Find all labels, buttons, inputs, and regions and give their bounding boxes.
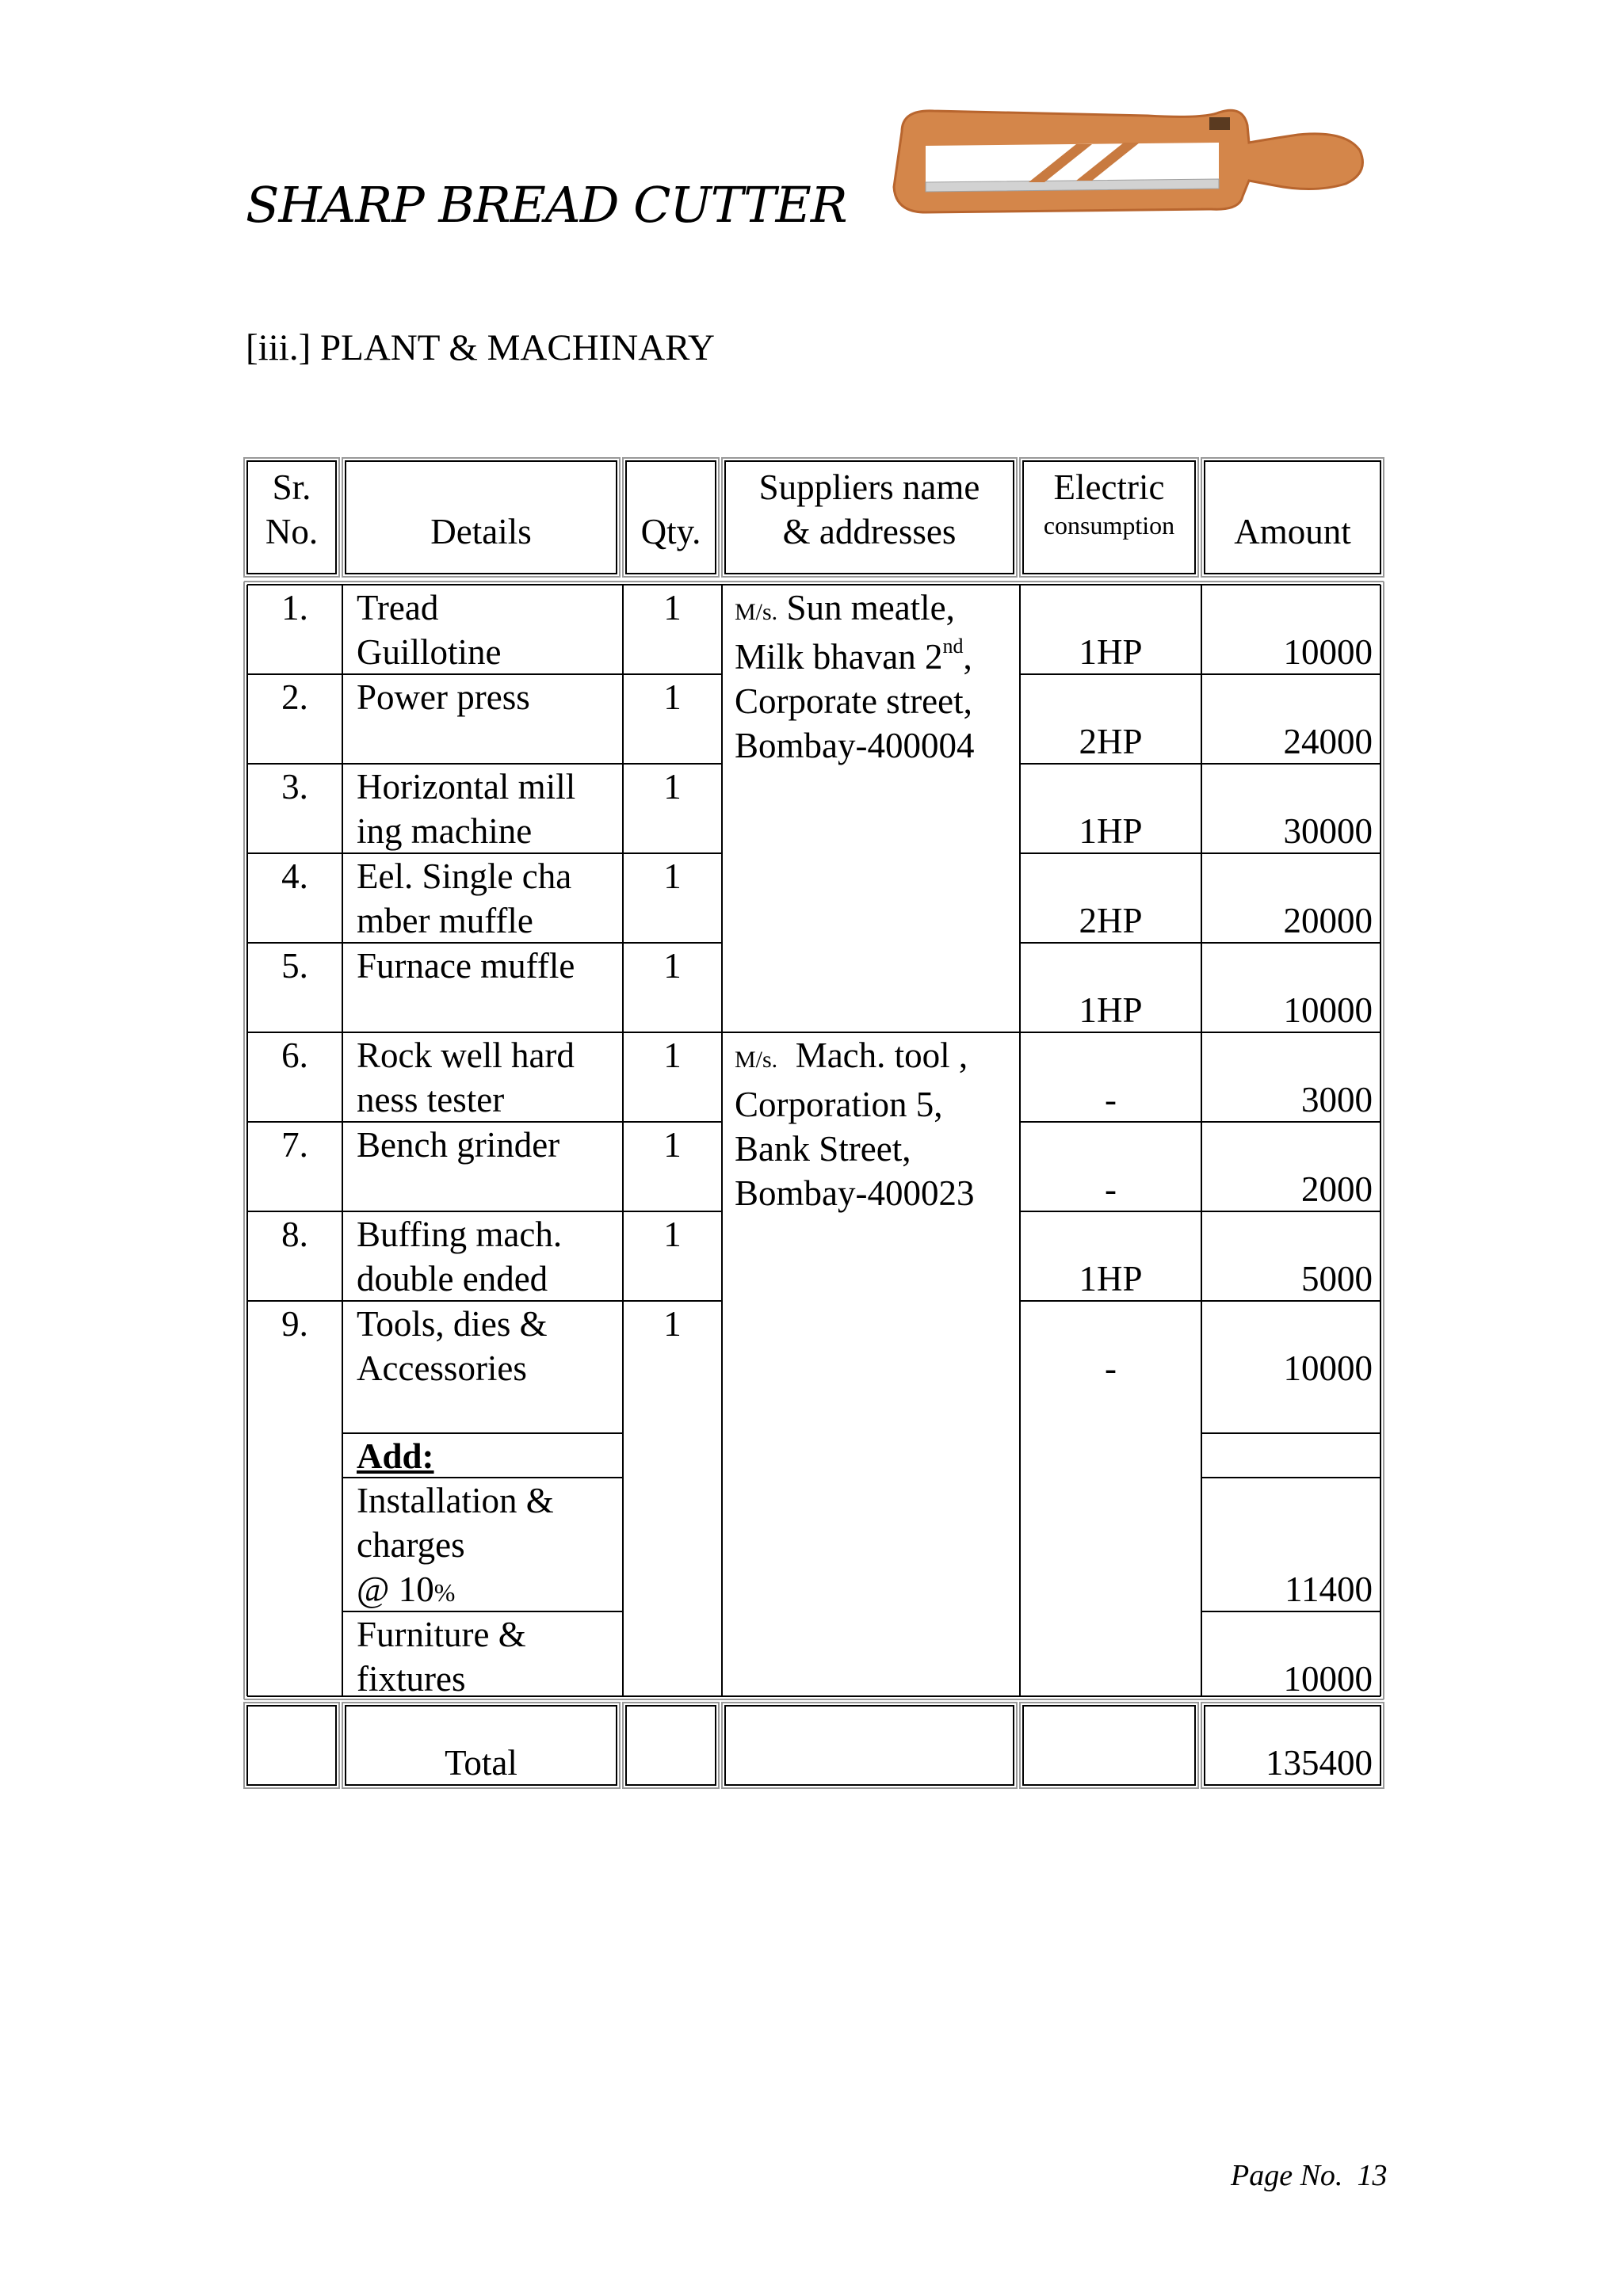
header-qty: Qty. <box>640 512 701 551</box>
row-5-details: Furnace muffle <box>357 946 575 986</box>
supplier-1-address: M/s. Sun meatle, Milk bhavan 2nd, Corporate street, Bombay-400004 <box>735 588 975 765</box>
row-1-amount: 10000 <box>1283 632 1373 672</box>
row-1-sr: 1. <box>281 588 308 627</box>
header-amount: Amount <box>1234 512 1351 551</box>
row-4-details: Eel. Single cha mber muffle <box>357 856 572 940</box>
row-9-electric: - <box>1105 1348 1117 1388</box>
row-1-qty: 1 <box>663 588 682 627</box>
row-1-electric: 1HP <box>1079 632 1143 672</box>
row-7-electric: - <box>1105 1169 1117 1209</box>
row-9-sr: 9. <box>281 1304 308 1344</box>
total-amount: 135400 <box>1266 1743 1373 1783</box>
row-7-details: Bench grinder <box>357 1125 560 1165</box>
row-2-electric: 2HP <box>1079 722 1143 761</box>
total-label: Total <box>445 1743 517 1783</box>
row-5-qty: 1 <box>663 946 682 986</box>
row-5-amount: 10000 <box>1283 990 1373 1030</box>
installation-charges-amount: 11400 <box>1285 1569 1373 1609</box>
row-2-qty: 1 <box>663 677 682 717</box>
row-9-details: Tools, dies & Accessories <box>357 1304 548 1388</box>
row-7-amount: 2000 <box>1301 1169 1373 1209</box>
row-2-amount: 24000 <box>1283 722 1373 761</box>
row-7-qty: 1 <box>663 1125 682 1165</box>
bread-saw-icon <box>870 93 1385 228</box>
row-8-qty: 1 <box>663 1215 682 1254</box>
plant-machinery-table <box>243 457 1384 1791</box>
row-4-amount: 20000 <box>1283 901 1373 940</box>
row-6-qty: 1 <box>663 1035 682 1075</box>
header-sr-no: Sr. No. <box>265 467 319 551</box>
row-3-amount: 30000 <box>1283 811 1373 851</box>
row-8-details: Buffing mach. double ended <box>357 1215 563 1299</box>
row-6-sr: 6. <box>281 1035 308 1075</box>
row-4-electric: 2HP <box>1079 901 1143 940</box>
row-8-electric: 1HP <box>1079 1259 1143 1299</box>
row-5-sr: 5. <box>281 946 308 986</box>
document-title: SHARP BREAD CUTTER <box>246 176 847 234</box>
row-6-amount: 3000 <box>1301 1080 1373 1119</box>
row-1-details: Tread Guillotine <box>357 588 502 672</box>
row-2-details: Power press <box>357 677 530 717</box>
row-6-electric: - <box>1105 1080 1117 1119</box>
supplier-2-address: M/s. Mach. tool , Corporation 5, Bank Street, Bombay-400023 <box>735 1035 975 1213</box>
row-3-electric: 1HP <box>1079 811 1143 851</box>
row-2-sr: 2. <box>281 677 308 717</box>
header-details: Details <box>430 512 532 551</box>
section-heading: [iii.] PLANT & MACHINARY <box>246 327 715 368</box>
row-5-electric: 1HP <box>1079 990 1143 1030</box>
row-6-details: Rock well hard ness tester <box>357 1035 575 1119</box>
furniture-fixtures-amount: 10000 <box>1283 1659 1373 1699</box>
row-8-amount: 5000 <box>1301 1259 1373 1299</box>
row-3-qty: 1 <box>663 767 682 807</box>
row-4-sr: 4. <box>281 856 308 896</box>
row-9-amount: 10000 <box>1283 1348 1373 1388</box>
row-9-qty: 1 <box>663 1304 682 1344</box>
row-8-sr: 8. <box>281 1215 308 1254</box>
header-electric-consumption: Electric consumption <box>1043 467 1175 540</box>
furniture-fixtures-label: Furniture & fixtures <box>357 1615 526 1699</box>
row-4-qty: 1 <box>663 856 682 896</box>
installation-charges-label: Installation & charges @ 10% <box>357 1481 554 1609</box>
page-number: Page No. 13 <box>1231 2159 1388 2192</box>
row-3-details: Horizontal mill ing machine <box>357 767 576 851</box>
add-label: Add: <box>357 1436 434 1476</box>
header-suppliers: Suppliers name & addresses <box>758 467 980 551</box>
row-3-sr: 3. <box>281 767 308 807</box>
row-7-sr: 7. <box>281 1125 308 1165</box>
